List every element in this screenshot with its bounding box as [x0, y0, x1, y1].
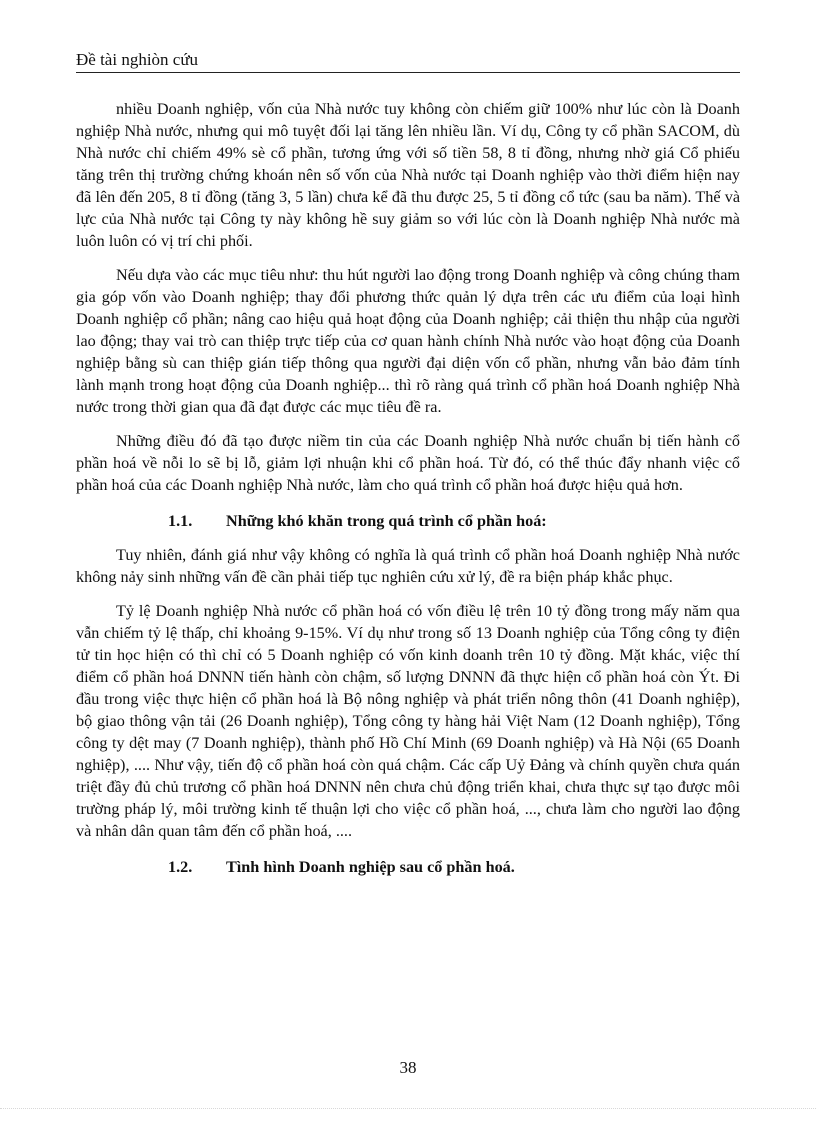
paragraph: Những điều đó đã tạo được niềm tin của các Doanh nghiệp Nhà nước chuẩn bị tiến hành cổ phần hoá về nỗi lo sẽ bị lỗ, giảm lợi nhuận khi cổ phần hoá. Từ đó, có thể thúc đẩy nhanh việc cổ phần hoá của các Doanh nghiệp Nhà nước, làm cho quá trình cổ phần hoá được hiệu quả hơn.	[76, 432, 740, 494]
paragraph: Tỷ lệ Doanh nghiệp Nhà nước cổ phần hoá có vốn điều lệ trên 10 tỷ đồng trong mấy năm qua vẫn chiếm tỷ lệ thấp, chỉ khoảng 9-15%. Ví dụ như trong số 13 Doanh nghiệp của Tổng công ty điện tử tin học hiện có thì chỉ có 5 Doanh nghiệp có vốn kinh doanh trên 10 tỷ đồng. Mặt khác, việc thí điểm cổ phần hoá DNNN tiến hành còn chậm, số lượng DNNN đã thực hiện cổ phần hoá còn Ýt. Đi đầu trong việc thực hiện cổ phần hoá là Bộ nông nghiệp và phát triển nông thôn (41 Doanh nghiệp), bộ giao thông vận tải (26 Doanh nghiệp), Tổng công ty hàng hải Việt Nam (12 Doanh nghiệp), Tổng công ty dệt may (7 Doanh nghiệp), thành phố Hồ Chí Minh (69 Doanh nghiệp) và Hà Nội (65 Doanh nghiệp), .... Như vậy, tiến độ cổ phần hoá còn quá chậm. Các cấp Uỷ Đảng và chính quyền chưa quán triệt đầy đủ chủ trương cổ phần hoá DNNN nên chưa chủ động triển khai, chưa thực sự tạo được môi trường pháp lý, môi trường kinh tế thuận lợi cho việc cổ phần hoá, ..., chưa làm cho người lao động và nhân dân quan tâm đến cổ phần hoá, ....	[76, 602, 740, 840]
section-title: Tình hình Doanh nghiệp sau cổ phần hoá.	[226, 858, 515, 876]
paragraph: Tuy nhiên, đánh giá như vậy không có nghĩa là quá trình cổ phần hoá Doanh nghiệp Nhà nước không nảy sinh những vấn đề cần phải tiếp tục nghiên cứu xử lý, đề ra biện pháp khắc phục.	[76, 546, 740, 586]
section-number: 1.2.	[168, 858, 193, 876]
paragraph: nhiều Doanh nghiệp, vốn của Nhà nước tuy không còn chiếm giữ 100% như lúc còn là Doanh nghiệp Nhà nước, nhưng qui mô tuyệt đối lại tăng lên nhiều lần. Ví dụ, Công ty cổ phần SACOM, dù Nhà nước chỉ chiếm 49% sè cổ phần, tương ứng với số tiền 58, 8 tỉ đồng, nhưng nhờ giá Cổ phiếu tăng trên thị trường chứng khoán nên số vốn của Nhà nước tại Doanh nghiệp vào thời điểm hiện nay đã lên đến 205, 8 tỉ đồng (tăng 3, 5 lần) chưa kể đã thu được 25, 5 tỉ đồng cổ tức (sau ba năm). Thế và lực của Nhà nước tại Công ty này không hề suy giảm so với lúc còn là Doanh nghiệp Nhà nước mà luôn luôn có vị trí chi phối.	[76, 100, 740, 250]
document-body	[76, 98, 740, 890]
section-heading-1-2	[76, 856, 740, 878]
section-number: 1.1.	[168, 512, 193, 530]
header-divider	[76, 72, 740, 73]
section-heading-1-1	[76, 510, 740, 532]
section-title: Những khó khăn trong quá trình cổ phần hoá:	[226, 512, 547, 530]
page-bottom-border	[0, 1108, 816, 1109]
paragraph: Nếu dựa vào các mục tiêu như: thu hút người lao động trong Doanh nghiệp và công chúng tham gia góp vốn vào Doanh nghiệp; thay đổi phương thức quản lý dựa trên các ưu điểm của loại hình Doanh nghiệp cổ phần; nâng cao hiệu quả hoạt động của Doanh nghiệp; cải thiện thu nhập của người lao động; thay vai trò can thiệp trực tiếp của cơ quan hành chính Nhà nước vào hoạt động của Doanh nghiệp bằng sù can thiệp gián tiếp thông qua người đại diện vốn cổ phần, nhưng vẫn bảo đảm tính lành mạnh trong hoạt động của Doanh nghiệp... thì rõ ràng quá trình cổ phần hoá Doanh nghiệp Nhà nước trong thời gian qua đã đạt được các mục tiêu đề ra.	[76, 266, 740, 416]
page-number: 38	[399, 1058, 417, 1077]
page-header: Đề tài nghiòn cứu	[76, 50, 199, 69]
